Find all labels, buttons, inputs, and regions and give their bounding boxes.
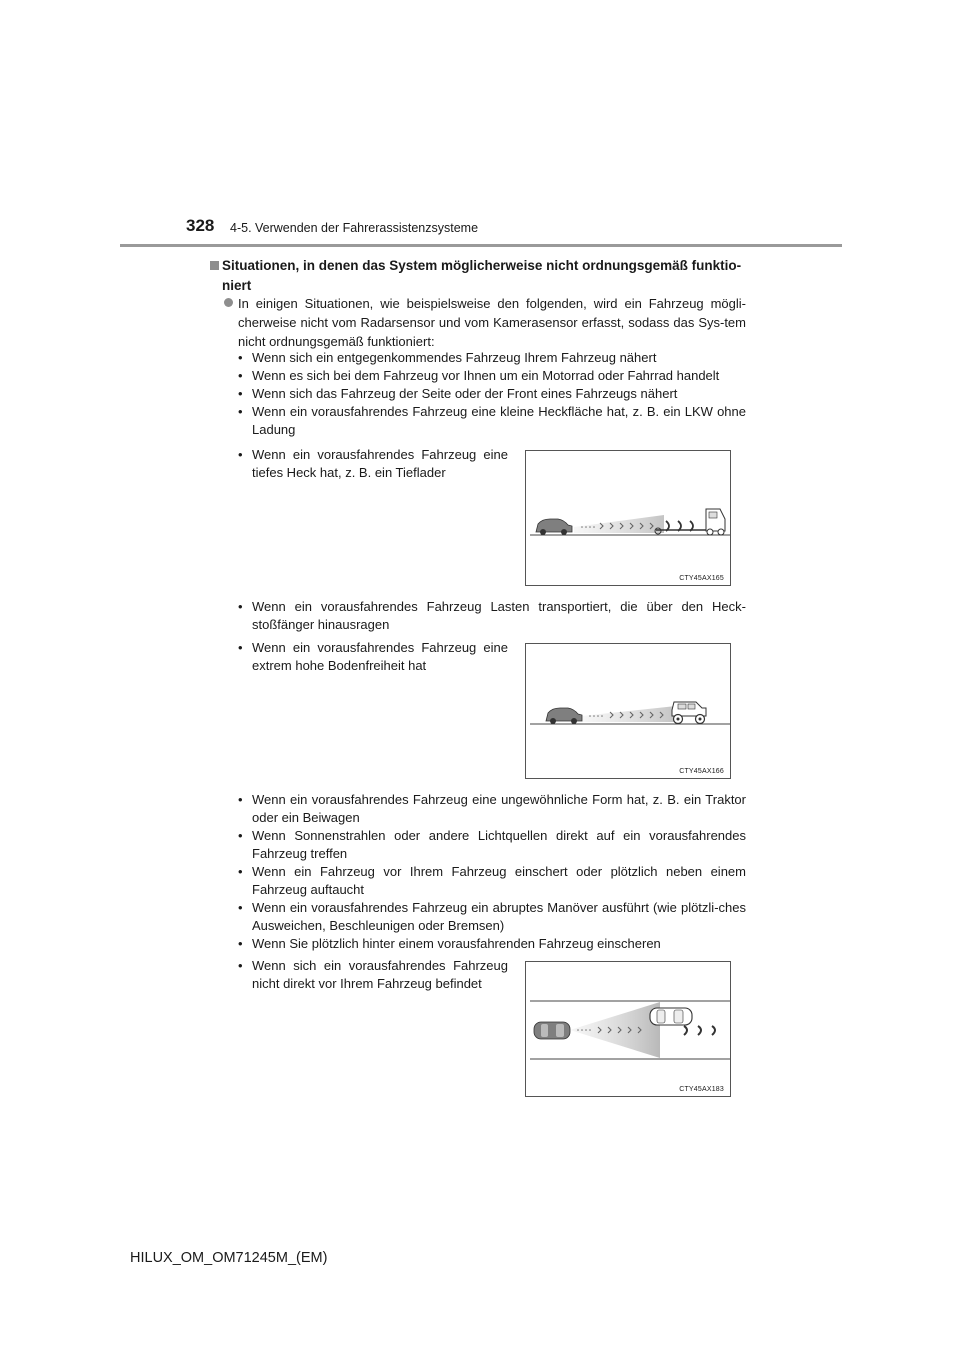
- bullet-list-c: [238, 598, 746, 634]
- bullet-list-e: [238, 791, 746, 953]
- list-item: • Wenn sich das Fahrzeug der Seite oder der Front eines Fahrzeugs nähert: [238, 386, 678, 401]
- list-item: • Wenn ein vorausfahrendes Fahrzeug eine ungewöhnliche Form hat, z. B. ein Traktor oder ein Beiwagen: [238, 792, 746, 825]
- circle-bullet-icon: [224, 298, 233, 307]
- figure-code: CTY45AX166: [679, 768, 724, 775]
- bullet-list-f: [238, 957, 508, 993]
- chapter-title: 4-5. Verwenden der Fahrerassistenzsysteme: [230, 221, 479, 235]
- figure-code: CTY45AX165: [679, 575, 724, 582]
- bullet-list-d: [238, 639, 508, 675]
- list-item: • Wenn ein vorausfahrendes Fahrzeug Lasten transportiert, die über den Heck-stoßfänger hinausragen: [238, 599, 746, 632]
- figure-code: CTY45AX183: [679, 1086, 724, 1093]
- footer-doc-id: HILUX_OM_OM71245M_(EM): [130, 1250, 328, 1266]
- high-clearance-illustration: [526, 644, 732, 780]
- list-item: • Wenn ein Fahrzeug vor Ihrem Fahrzeug einschert oder plötzlich neben einem Fahrzeug auftaucht: [238, 864, 746, 897]
- list-item: • Wenn ein vorausfahrendes Fahrzeug eine kleine Heckfläche hat, z. B. ein LKW ohne Ladung: [238, 404, 746, 437]
- header-rule: [120, 244, 842, 247]
- square-bullet-icon: [210, 261, 219, 270]
- section-title: Situationen, in denen das System möglicherweise nicht ordnungsgemäß funktio-niert: [222, 258, 742, 293]
- list-item: • Wenn sich ein vorausfahrendes Fahrzeug nicht direkt vor Ihrem Fahrzeug befindet: [238, 958, 508, 991]
- list-item: • Wenn sich ein entgegenkommendes Fahrzeug Ihrem Fahrzeug nähert: [238, 350, 657, 365]
- bullet-list-b: [238, 446, 508, 482]
- list-item: • Wenn ein vorausfahrendes Fahrzeug ein abruptes Manöver ausführt (wie plötzli-ches Ausweichen, Beschleunigen oder Bremsen): [238, 900, 746, 933]
- lowbed-trailer-illustration: [526, 451, 732, 587]
- intro-paragraph: [238, 294, 746, 351]
- list-item: • Wenn Sie plötzlich hinter einem vorausfahrenden Fahrzeug einscheren: [238, 936, 661, 951]
- list-item: • Wenn es sich bei dem Fahrzeug vor Ihnen um ein Motorrad oder Fahrrad handelt: [238, 368, 720, 383]
- list-item: • Wenn ein vorausfahrendes Fahrzeug eine tiefes Heck hat, z. B. ein Tieflader: [238, 447, 508, 480]
- figure-offset-vehicle: [525, 961, 731, 1097]
- offset-vehicle-illustration: [526, 962, 732, 1098]
- figure-lowbed-trailer: [525, 450, 731, 586]
- figure-high-clearance: [525, 643, 731, 779]
- bullet-list-a: [238, 349, 746, 439]
- section-heading: [222, 256, 747, 296]
- list-item: • Wenn Sonnenstrahlen oder andere Lichtquellen direkt auf ein vorausfahrendes Fahrzeug treffen: [238, 828, 746, 861]
- page-number: 328: [186, 216, 215, 235]
- intro-text: In einigen Situationen, wie beispielsweise den folgenden, wird ein Fahrzeug mögli-cherweise nicht vom Radarsensor und vom Kamerasensor erfasst, sodass das Sys-tem nicht ordnungsgemäß funktioniert:: [238, 296, 746, 349]
- list-item: • Wenn ein vorausfahrendes Fahrzeug eine extrem hohe Bodenfreiheit hat: [238, 640, 508, 673]
